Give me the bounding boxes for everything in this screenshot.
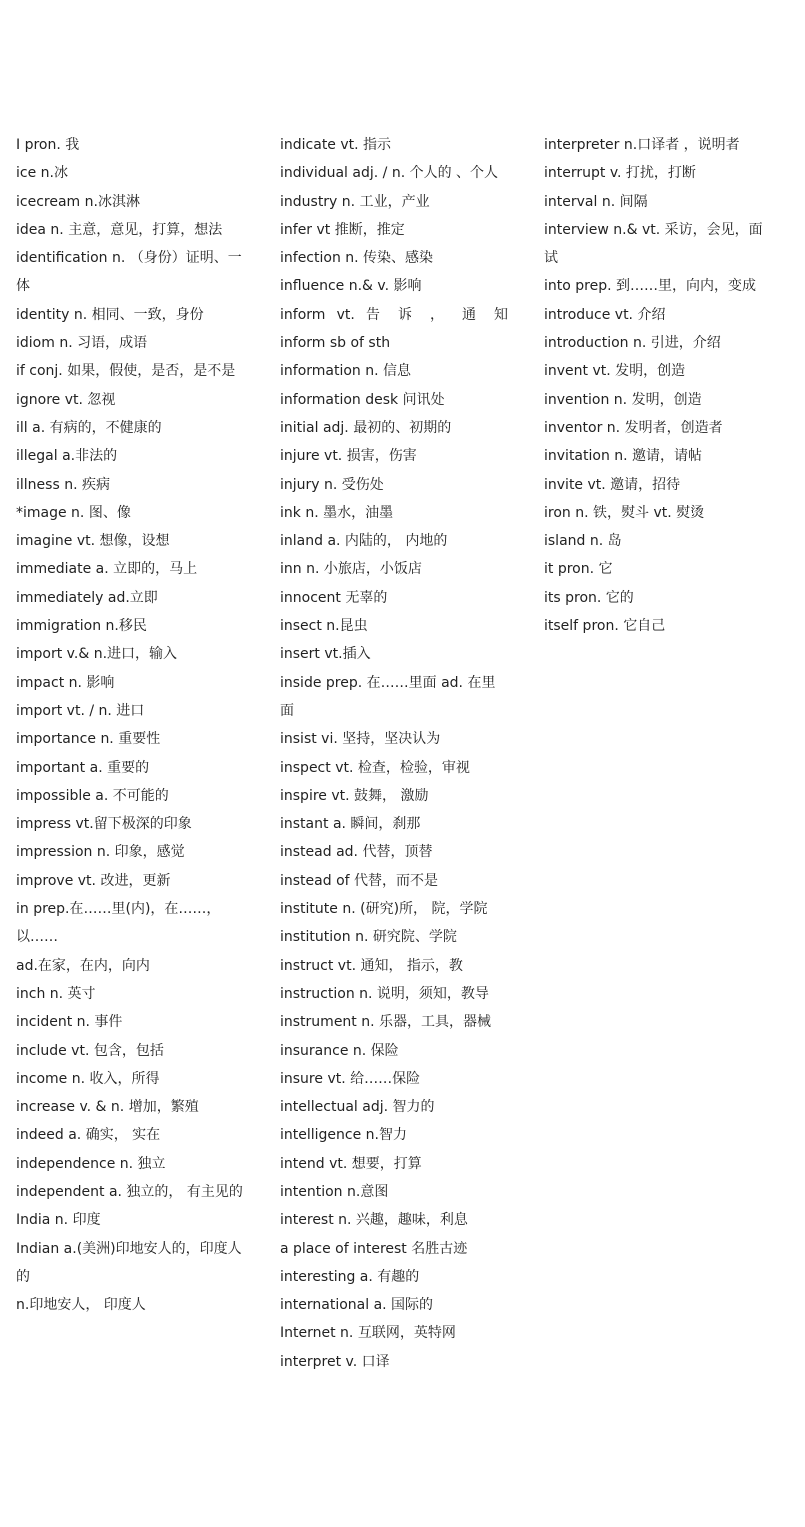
vocabulary-entry: in prep.在……里(内)，在……，以…… <box>16 901 221 946</box>
vocabulary-entry: Internet n. 互联网，英特网 <box>280 1325 456 1342</box>
vocabulary-entry: instant a. 瞬间，刹那 <box>280 816 421 833</box>
vocabulary-entry: instruction n. 说明，须知，教导 <box>280 985 489 1002</box>
vocabulary-entry: ill a. 有病的，不健康的 <box>16 419 162 436</box>
vocabulary-column-2 <box>280 131 508 1376</box>
vocabulary-entry: influence n.& v. 影响 <box>280 278 422 295</box>
vocabulary-entry: inform vt. 告 诉 ， 通 知 <box>280 306 508 323</box>
vocabulary-entry: I pron. 我 <box>16 137 80 153</box>
vocabulary-entry: inch n. 英寸 <box>16 985 96 1002</box>
vocabulary-entry: immigration n.移民 <box>16 618 147 635</box>
vocabulary-entry: ink n. 墨水，油墨 <box>280 504 394 521</box>
vocabulary-entry: iron n. 铁，熨斗 vt. 熨烫 <box>544 504 705 521</box>
vocabulary-entry: interval n. 间隔 <box>544 193 648 210</box>
vocabulary-entry: interpret v. 口译 <box>280 1353 390 1370</box>
vocabulary-entry: illness n. 疾病 <box>16 476 110 493</box>
vocabulary-entry: inland a. 内陆的， 内地的 <box>280 533 448 550</box>
vocabulary-entry: inn n. 小旅店，小饭店 <box>280 561 422 578</box>
vocabulary-entry: instead ad. 代替，顶替 <box>280 844 433 861</box>
vocabulary-entry: insist vi. 坚持，坚决认为 <box>280 731 441 748</box>
vocabulary-entry: individual adj. / n. 个人的 、个人 <box>280 165 499 182</box>
vocabulary-entry: it pron. 它 <box>544 561 613 578</box>
vocabulary-entry: innocent 无辜的 <box>280 589 388 606</box>
vocabulary-entry: intention n.意图 <box>280 1183 389 1200</box>
vocabulary-entry: if conj. 如果，假使，是否，是不是 <box>16 363 236 380</box>
vocabulary-entry: interest n. 兴趣，趣味，利息 <box>280 1212 468 1229</box>
vocabulary-entry: its pron. 它的 <box>544 589 634 606</box>
vocabulary-entry: information n. 信息 <box>280 363 412 380</box>
vocabulary-entry: improve vt. 改进，更新 <box>16 872 171 889</box>
vocabulary-entry: impression n. 印象，感觉 <box>16 844 185 861</box>
vocabulary-entry: inspire vt. 鼓舞， 激励 <box>280 787 429 804</box>
vocabulary-entry: injury n. 受伤处 <box>280 476 384 493</box>
vocabulary-entry: identification n. （身份）证明、一体 <box>16 250 242 295</box>
vocabulary-entry: inspect vt. 检查，检验，审视 <box>280 759 470 776</box>
vocabulary-entry: ice n.冰 <box>16 165 68 182</box>
vocabulary-entry: industry n. 工业，产业 <box>280 193 430 210</box>
vocabulary-entry: interview n.& vt. 采访，会见，面试 <box>544 221 763 267</box>
vocabulary-entry: initial adj. 最初的、初期的 <box>280 419 452 436</box>
vocabulary-entry: immediately ad.立即 <box>16 589 158 606</box>
vocabulary-entry: island n. 岛 <box>544 533 622 550</box>
vocabulary-entry: a place of interest 名胜古迹 <box>280 1240 468 1257</box>
vocabulary-entry: infection n. 传染、感染 <box>280 250 434 267</box>
vocabulary-entry: insert vt.插入 <box>280 646 371 663</box>
vocabulary-entry: impress vt.留下极深的印象 <box>16 816 192 833</box>
vocabulary-entry: income n. 收入，所得 <box>16 1070 160 1087</box>
vocabulary-entry: inform sb of sth <box>280 335 391 352</box>
vocabulary-entry: import v.& n.进口，输入 <box>16 646 178 663</box>
vocabulary-column-3 <box>544 131 774 640</box>
vocabulary-entry: introduction n. 引进，介绍 <box>544 335 721 352</box>
vocabulary-entry: insure vt. 给……保险 <box>280 1070 421 1087</box>
vocabulary-entry: intellectual adj. 智力的 <box>280 1099 435 1116</box>
vocabulary-entry: interrupt v. 打扰，打断 <box>544 165 696 182</box>
vocabulary-entry: immediate a. 立即的，马上 <box>16 561 198 578</box>
vocabulary-column-1 <box>16 131 248 1319</box>
vocabulary-entry: India n. 印度 <box>16 1212 101 1229</box>
vocabulary-entry: icecream n.冰淇淋 <box>16 193 140 210</box>
vocabulary-entry: institute n. (研究)所， 院，学院 <box>280 901 488 918</box>
vocabulary-entry: ignore vt. 忽视 <box>16 391 116 408</box>
vocabulary-entry: international a. 国际的 <box>280 1297 434 1314</box>
vocabulary-entry: instead of 代替，而不是 <box>280 872 439 889</box>
vocabulary-entry: intend vt. 想要，打算 <box>280 1155 422 1172</box>
vocabulary-entry: invitation n. 邀请，请帖 <box>544 448 703 465</box>
vocabulary-entry: introduce vt. 介绍 <box>544 306 666 323</box>
vocabulary-entry: infer vt 推断，推定 <box>280 221 405 238</box>
vocabulary-entry: injure vt. 损害，伤害 <box>280 448 417 465</box>
vocabulary-entry: independence n. 独立 <box>16 1155 166 1172</box>
vocabulary-entry: intelligence n.智力 <box>280 1127 407 1144</box>
vocabulary-entry: instrument n. 乐器，工具，器械 <box>280 1014 492 1031</box>
vocabulary-entry: identity n. 相同、一致，身份 <box>16 306 204 323</box>
vocabulary-entry: imagine vt. 想像，设想 <box>16 533 170 550</box>
vocabulary-entry: idiom n. 习语，成语 <box>16 335 148 352</box>
vocabulary-entry: importance n. 重要性 <box>16 731 161 748</box>
vocabulary-entry: invent vt. 发明，创造 <box>544 363 686 380</box>
vocabulary-entry: inventor n. 发明者，创造者 <box>544 419 723 436</box>
vocabulary-entry: information desk 问讯处 <box>280 391 445 408</box>
vocabulary-entry: impossible a. 不可能的 <box>16 787 169 804</box>
vocabulary-entry: instruct vt. 通知， 指示，教 <box>280 957 463 974</box>
vocabulary-entry: institution n. 研究院、学院 <box>280 929 457 946</box>
vocabulary-entry: *image n. 图、像 <box>16 504 131 521</box>
vocabulary-entry: idea n. 主意，意见，打算，想法 <box>16 221 223 238</box>
vocabulary-entry: itself pron. 它自己 <box>544 618 666 635</box>
vocabulary-entry: impact n. 影响 <box>16 674 115 691</box>
vocabulary-entry: import vt. / n. 进口 <box>16 702 145 719</box>
vocabulary-entry: Indian a.(美洲)印地安人的，印度人的 <box>16 1240 242 1285</box>
vocabulary-entry: interpreter n.口译者 ，说明者 <box>544 137 740 153</box>
vocabulary-entry: insurance n. 保险 <box>280 1042 399 1059</box>
vocabulary-entry: important a. 重要的 <box>16 759 150 776</box>
vocabulary-entry: independent a. 独立的， 有主见的 <box>16 1183 243 1200</box>
vocabulary-entry: indicate vt. 指示 <box>280 137 392 153</box>
vocabulary-entry: inside prep. 在……里面 ad. 在里面 <box>280 674 496 719</box>
vocabulary-entry: invention n. 发明，创造 <box>544 391 702 408</box>
vocabulary-entry: interesting a. 有趣的 <box>280 1268 420 1285</box>
vocabulary-entry: invite vt. 邀请，招待 <box>544 476 681 493</box>
vocabulary-entry: incident n. 事件 <box>16 1014 123 1031</box>
vocabulary-entry: increase v. & n. 增加，繁殖 <box>16 1099 199 1116</box>
vocabulary-entry: into prep. 到……里，向内，变成 <box>544 278 757 295</box>
vocabulary-entry: illegal a.非法的 <box>16 448 118 465</box>
vocabulary-entry: insect n.昆虫 <box>280 618 368 635</box>
vocabulary-entry: indeed a. 确实， 实在 <box>16 1127 161 1144</box>
vocabulary-entry: include vt. 包含，包括 <box>16 1042 164 1059</box>
vocabulary-entry: ad.在家，在内，向内 <box>16 957 150 974</box>
vocabulary-entry: n.印地安人， 印度人 <box>16 1297 146 1314</box>
